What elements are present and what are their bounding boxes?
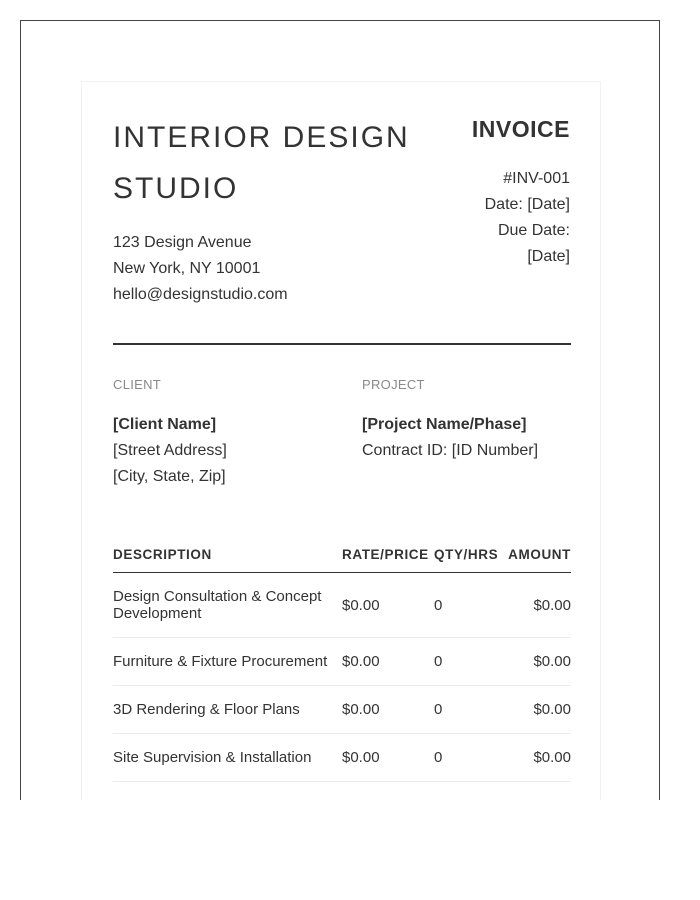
row-description: Site Supervision & Installation [113, 734, 342, 782]
client-street: [Street Address] [113, 442, 227, 459]
table-row [113, 573, 571, 638]
row-amount: $0.00 [500, 686, 571, 734]
row-qty [434, 573, 500, 638]
project-block [362, 412, 538, 464]
table-header-row [113, 547, 571, 573]
invoice-sheet [81, 81, 601, 800]
row-qty [434, 734, 500, 782]
row-description: Furniture & Fixture Procurement [113, 638, 342, 686]
project-name: [Project Name/Phase] [362, 416, 527, 433]
row-amount: $0.00 [500, 573, 571, 638]
header-divider [113, 343, 571, 345]
studio-name: INTERIOR DESIGN STUDIO [113, 121, 410, 205]
row-qty [434, 686, 500, 734]
row-qty-value: 0 [434, 749, 443, 766]
client-label: CLIENT [113, 377, 162, 392]
header-rate: RATE/PRICE [342, 547, 434, 573]
address-line-1: 123 Design Avenue [113, 234, 252, 251]
table-row [113, 686, 571, 734]
row-description: 3D Rendering & Floor Plans [113, 686, 342, 734]
contract-id: Contract ID: [ID Number] [362, 442, 539, 459]
invoice-date: Date: [Date] [484, 196, 570, 213]
project-label: PROJECT [362, 377, 425, 392]
row-rate: $0.00 [342, 638, 434, 686]
client-name: [Client Name] [113, 416, 217, 433]
invoice-number: #INV-001 [503, 170, 570, 187]
row-description: Design Consultation & Concept Development [113, 573, 342, 638]
due-date-value: [Date] [527, 248, 570, 265]
invoice-meta [460, 166, 570, 270]
client-block [113, 412, 227, 490]
header-description: DESCRIPTION [113, 547, 342, 573]
client-city: [City, State, Zip] [113, 468, 226, 485]
header-qty: QTY/HRS [434, 547, 500, 573]
table-row [113, 638, 571, 686]
invoice-title: INVOICE [471, 116, 570, 142]
row-rate: $0.00 [342, 686, 434, 734]
row-qty-value: 0 [434, 653, 443, 670]
document-frame [20, 20, 660, 800]
table-row [113, 734, 571, 782]
row-qty-value: 0 [434, 596, 443, 614]
due-date-label: Due Date: [497, 222, 570, 239]
address-line-2: New York, NY 10001 [113, 260, 261, 277]
row-qty-value: 0 [434, 701, 443, 718]
row-rate: $0.00 [342, 734, 434, 782]
studio-address [113, 230, 288, 308]
studio-email: hello@designstudio.com [113, 286, 288, 303]
row-amount: $0.00 [500, 734, 571, 782]
header-amount: AMOUNT [500, 547, 571, 573]
row-qty [434, 638, 500, 686]
line-items-table [113, 547, 571, 782]
row-rate: $0.00 [342, 573, 434, 638]
row-amount: $0.00 [500, 638, 571, 686]
